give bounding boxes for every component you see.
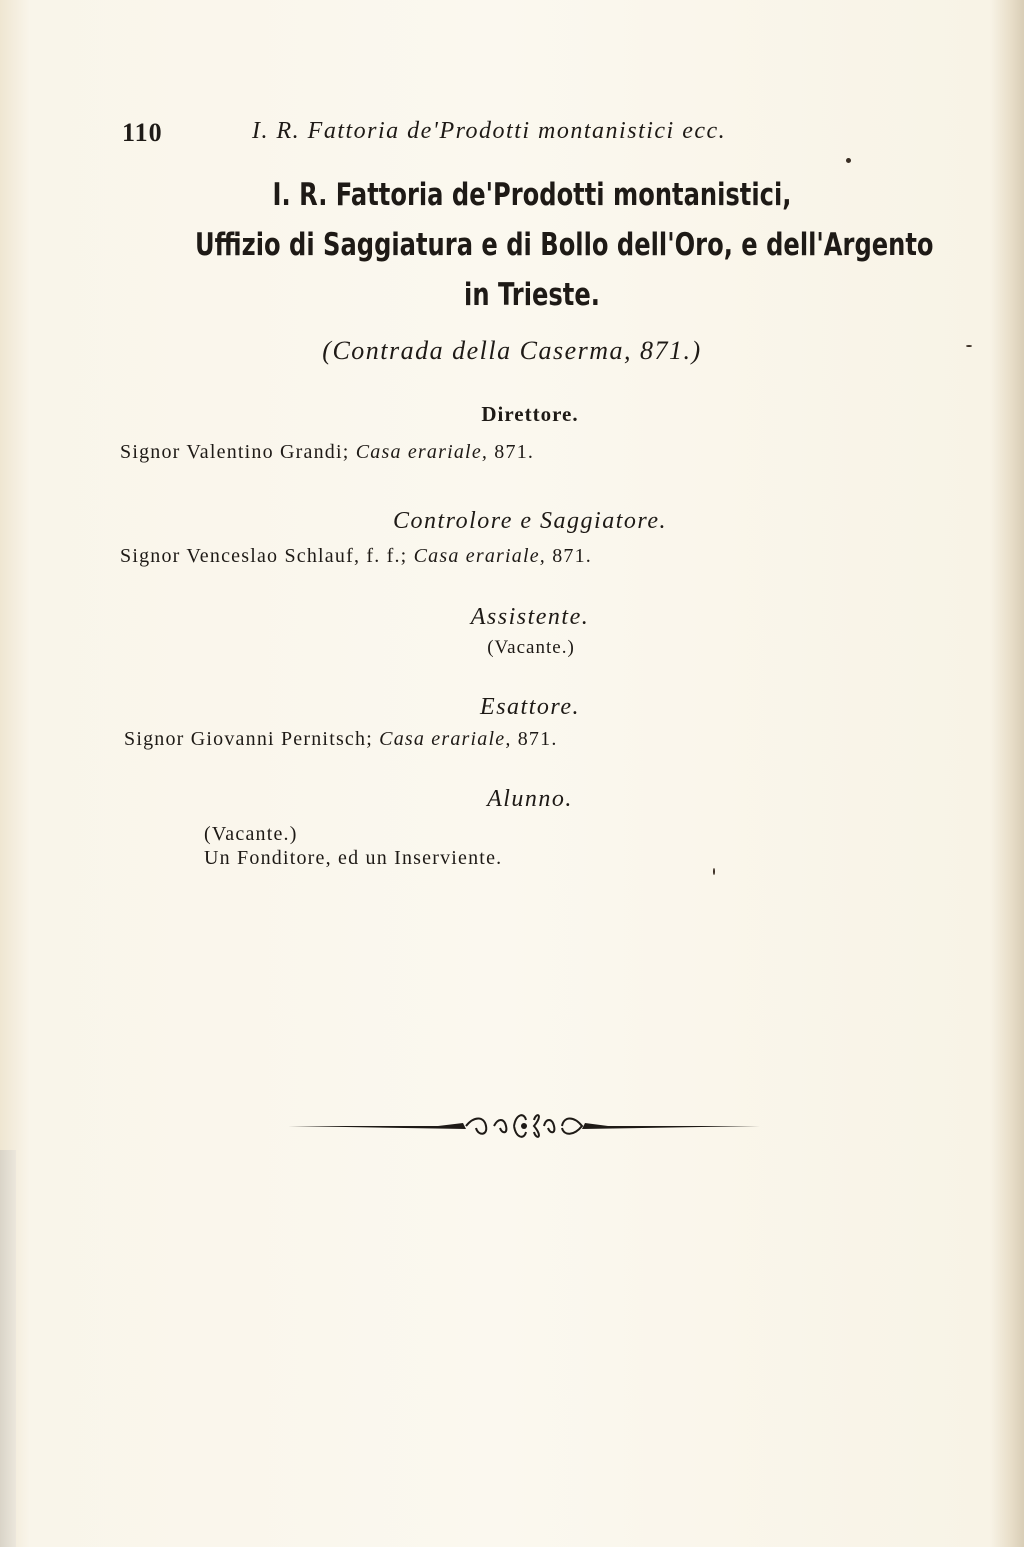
entry-esattore-name: Signor Giovanni Pernitsch; [124,728,373,750]
page-edge-shadow [0,1150,16,1547]
ink-speck [846,158,851,163]
page-number: 110 [122,118,163,147]
entry-esattore-number: 871. [517,728,558,750]
entry-esattore [124,728,558,751]
entry-direttore-number: 871. [494,441,535,463]
entry-controlore-place: Casa erariale, [413,545,546,567]
entry-direttore [120,441,534,464]
entry-controlore-number: 871. [552,545,593,567]
ink-speck [713,868,715,875]
address-line: (Contrada della Caserma, 871.) [322,336,702,365]
heading-assistente: Assistente. [470,604,590,630]
alunno-extra: Un Fonditore, ed un Inserviente. [204,847,503,869]
title-line-2: Uffizio di Saggiatura e di Bollo dell'Oro, e dell'Argento [195,227,934,263]
ornament-rule [288,1106,760,1146]
heading-controlore: Controlore e Saggiatore. [393,508,667,534]
title-line-3: in Trieste. [464,277,600,313]
heading-direttore: Direttore. [481,402,579,426]
note-assistente: (Vacante.) [487,637,575,658]
title-line-1: I. R. Fattoria de'Prodotti montanistici, [272,177,792,213]
running-title: I. R. Fattoria de'Prodotti montanistici ecc. [252,118,727,144]
heading-alunno: Alunno. [487,786,573,812]
page-title [195,170,934,320]
heading-esattore: Esattore. [480,694,580,720]
note-alunno: (Vacante.) [204,823,298,845]
entry-direttore-place: Casa erariale, [355,441,489,463]
entry-alunno [204,822,502,870]
entry-controlore-name: Signor Venceslao Schlauf, f. f.; [120,545,408,567]
entry-esattore-place: Casa erariale, [379,728,512,750]
entry-controlore [120,545,592,568]
running-head [122,118,862,154]
ink-speck [966,345,972,347]
entry-direttore-name: Signor Valentino Grandi; [120,441,350,463]
